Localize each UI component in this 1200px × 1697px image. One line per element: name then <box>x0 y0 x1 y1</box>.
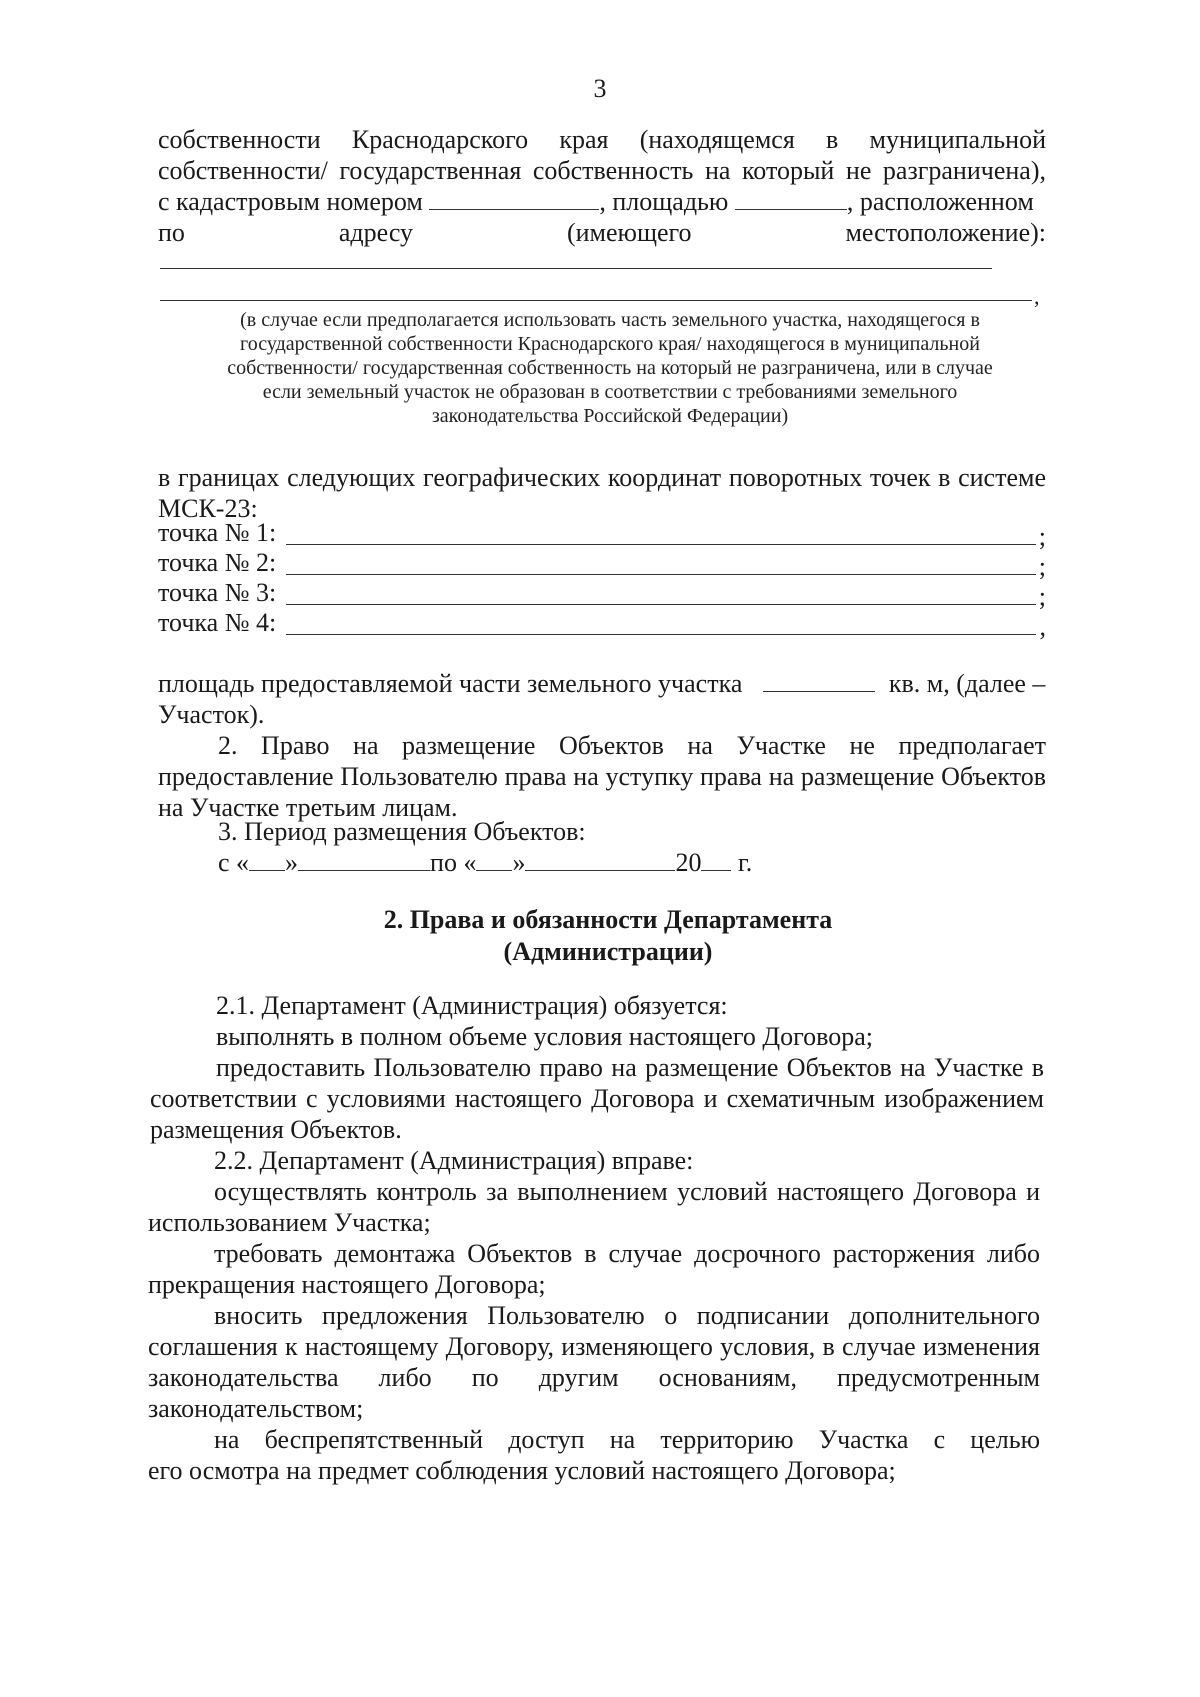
cadastral-number-blank <box>429 209 599 210</box>
period-from-close: » <box>285 848 299 877</box>
clause-2-2-item-2-line-2: прекращения настоящего Договора; <box>148 1270 546 1299</box>
clause-2-2-item-1-line-1: осуществлять контроль за выполнением условий настоящего Договора и <box>214 1177 1040 1206</box>
clause-2-2-item-2-line-1: требовать демонтажа Объектов в случае досрочного расторжения либо <box>214 1239 1040 1268</box>
footnote-line-5: законодательства Российской Федерации) <box>431 405 789 427</box>
intro-line-3 <box>158 186 1046 217</box>
clause-2-2-item-3-line-1: вносить предложения Пользователю о подписании дополнительного <box>214 1301 1040 1330</box>
point-label: точка № 2: <box>158 548 277 577</box>
period-line <box>158 847 1046 878</box>
footnote <box>180 308 1040 428</box>
clause-2-1-item-2-line-2: соответствии с условиями настоящего Договора и схематичным изображением <box>150 1084 1044 1113</box>
point-blank <box>286 604 1036 605</box>
point-label: точка № 1: <box>158 518 277 547</box>
clause-2-2-item-4-line-2: его осмотра на предмет соблюдения условий настоящего Договора; <box>148 1456 896 1485</box>
period-year-prefix: 20 <box>675 848 702 877</box>
period-to-month-blank <box>525 870 675 871</box>
para2-line-3: на Участке третьим лицам. <box>158 793 458 822</box>
page-number: 3 <box>593 74 607 103</box>
point-label: точка № 3: <box>158 578 277 607</box>
point-end: , <box>1039 612 1046 641</box>
coords-line-1: в границах следующих географических координат поворотных точек в системе <box>158 463 1046 492</box>
clause-2-2-item-1-line-2: использованием Участка; <box>148 1208 431 1237</box>
area-unit: кв. м, (далее – <box>888 669 1046 698</box>
intro-line-4: по адресу (имеющего местоположение): <box>158 218 1046 247</box>
area-text: площадь предоставляемой части земельного участка <box>158 669 743 698</box>
period-year-blank <box>701 870 731 871</box>
clause-2-1-item-2-line-1: предоставить Пользователю право на размещение Объектов на Участке в <box>216 1053 1044 1082</box>
para2-line-2: предоставление Пользователю права на уступку права на размещение Объектов <box>158 762 1046 791</box>
intro-line-1: собственности Краснодарского края (находящемся в муниципальной <box>158 125 1046 154</box>
point-blank <box>286 544 1036 545</box>
area-value-blank <box>763 691 875 692</box>
clause-2-2 <box>148 1145 1040 1486</box>
address-comma: , <box>1034 284 1040 309</box>
cadastral-label: с кадастровым номером <box>158 187 423 216</box>
section-2-title <box>0 904 1200 968</box>
clause-2-1-item-1: выполнять в полном объеме условия настоящего Договора; <box>216 1022 873 1051</box>
clause-2-1-item-2-line-3: размещения Объектов. <box>150 1115 402 1144</box>
section-2-title-line-2: (Администрации) <box>503 937 713 966</box>
footnote-line-2: государственной собственности Краснодарского края/ находящегося в муниципальной <box>240 333 980 355</box>
clause-2-1-head: 2.1. Департамент (Администрация) обязуется: <box>216 991 728 1020</box>
point-end: ; <box>1038 522 1046 551</box>
intro-paragraph <box>158 124 1046 248</box>
address-blank-1 <box>160 268 992 269</box>
clause-2-1 <box>150 990 1044 1145</box>
para3-line-1: 3. Период размещения Объектов: <box>218 817 586 846</box>
clause-2-2-item-4-line-1: на беспрепятственный доступ на территорию Участка с целью <box>214 1425 1040 1454</box>
area-blank <box>735 209 847 210</box>
clause-2-2-item-3-line-4: законодательством; <box>148 1394 364 1423</box>
para2-line-1: 2. Право на размещение Объектов на Участке не предполагает <box>218 731 1046 760</box>
area-line-1 <box>158 668 1046 699</box>
coords-paragraph <box>158 462 1046 524</box>
section-2-title-line-1: 2. Права и обязанности Департамента <box>383 905 833 934</box>
coords-line-2: МСК-23: <box>158 494 258 523</box>
paragraph-3 <box>158 816 1046 878</box>
period-from-month-blank <box>298 870 430 871</box>
footnote-line-4: если земельный участок не образован в соответствии с требованиями земельного <box>262 381 958 403</box>
period-from-open: с « <box>218 848 250 877</box>
area-paragraph <box>158 668 1046 730</box>
clause-2-2-head: 2.2. Департамент (Администрация) вправе: <box>214 1146 694 1175</box>
point-end: ; <box>1038 582 1046 611</box>
area-label: , площадью <box>599 187 729 216</box>
paragraph-2 <box>158 730 1046 823</box>
period-to-close: » <box>512 848 526 877</box>
point-row-1 <box>158 518 1046 550</box>
area-line-2: Участок). <box>158 700 265 729</box>
footnote-line-1: (в случае если предполагается использовать часть земельного участка, находящегося в <box>240 309 980 331</box>
point-blank <box>286 634 1036 635</box>
period-from-day-blank <box>249 870 285 871</box>
period-to-open: по « <box>430 848 477 877</box>
point-label: точка № 4: <box>158 608 277 637</box>
clause-2-2-item-3-line-3: законодательства либо по другим основаниям, предусмотренным <box>148 1363 1040 1392</box>
point-end: ; <box>1038 552 1046 581</box>
period-to-day-blank <box>476 870 512 871</box>
point-blank <box>286 574 1036 575</box>
footnote-line-3: собственности/ государственная собственность на который не разграничена, или в случае <box>227 357 993 379</box>
point-row-2 <box>158 548 1046 580</box>
clause-2-2-item-3-line-2: соглашения к настоящему Договору, изменяющего условия, в случае изменения <box>148 1332 1040 1361</box>
address-blank-2 <box>160 300 1032 301</box>
intro-line-2: собственности/ государственная собственность на который не разграничена), <box>158 156 1046 185</box>
period-year-suffix: г. <box>737 848 753 877</box>
point-row-3 <box>158 578 1046 610</box>
located-label: , расположенном <box>846 187 1034 216</box>
point-row-4 <box>158 608 1046 640</box>
